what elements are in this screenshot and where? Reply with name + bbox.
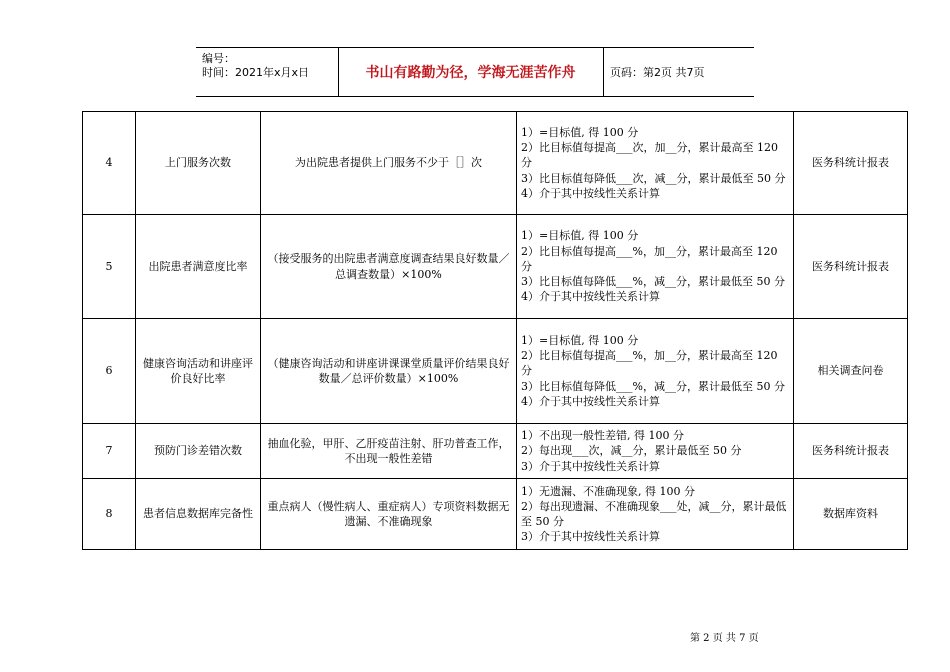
scoring-rules [517,424,794,479]
scoring-rules [517,319,794,424]
header-page-number: 页码：第2页 共7页 [610,66,705,79]
indicator-name: 上门服务次数 [136,112,261,215]
scoring-rule: 1）=目标值, 得 100 分 [521,229,639,243]
scoring-rule: 2）每出现___次，减__分，累计最低至 50 分 [521,444,742,458]
data-source: 相关调查问卷 [794,319,908,424]
scoring-rule: 3）比目标值每降低___%，减__分，累计最低至 50 分 [521,275,785,289]
indicator-name: 出院患者满意度比率 [136,215,261,319]
scoring-rule: 1）无遗漏、不准确现象, 得 100 分 [521,484,695,498]
data-source: 数据库资料 [794,479,908,550]
indicator-definition: （健康咨询活动和讲座讲课课堂质量评价结果良好数量／总评价数量）×100% [261,319,517,424]
scoring-rules [517,215,794,319]
scoring-rule: 1）=目标值, 得 100 分 [521,333,639,347]
page-footer: 第 2 页 共 7 页 [690,633,759,644]
indicator-definition: 抽血化验，甲肝、乙肝疫苗注射、肝功普查工作，不出现一般性差错 [261,424,517,479]
scoring-rules [517,479,794,550]
header-meta [202,52,309,80]
indicator-name: 健康咨询活动和讲座评价良好比率 [136,319,261,424]
table-row [83,479,908,550]
indicator-name: 患者信息数据库完备性 [136,479,261,550]
indicator-definition: （接受服务的出院患者满意度调查结果良好数量／总调查数量）×100% [261,215,517,319]
data-source: 医务科统计报表 [794,215,908,319]
row-number: 4 [83,112,136,215]
data-source: 医务科统计报表 [794,112,908,215]
scoring-rule: 1）不出现一般性差错, 得 100 分 [521,429,684,443]
scoring-rule: 3）介于其中按线性关系计算 [521,530,660,544]
document-header [196,47,754,97]
header-motto: 书山有路勤为径，学海无涯苦作舟 [365,65,576,81]
indicator-definition: 重点病人（慢性病人、重症病人）专项资料数据无遗漏、不准确现象 [261,479,517,550]
row-number: 8 [83,479,136,550]
data-source: 医务科统计报表 [794,424,908,479]
scoring-rule: 4）介于其中按线性关系计算 [521,186,660,200]
scoring-rule: 2）每出现遗漏、不准确现象___处，减__分，累计最低至 50 分 [521,499,787,528]
indicator-definition: 为出院患者提供上门服务不少于［］次 [261,112,517,215]
time-label: 时间：2021年x月x日 [202,66,310,79]
table-row [83,319,908,424]
table-row [83,215,908,319]
scoring-rule: 2）比目标值每提高___次，加__分，累计最高至 120 分 [521,141,778,170]
table-row [83,424,908,479]
row-number: 7 [83,424,136,479]
scoring-rule: 2）比目标值每提高___%，加__分，累计最高至 120 分 [521,349,778,378]
scoring-rule: 2）比目标值每提高___%，加__分，累计最高至 120 分 [521,244,778,273]
row-number: 6 [83,319,136,424]
scoring-rule: 3）介于其中按线性关系计算 [521,459,660,473]
scoring-rule: 3）比目标值每降低___次，减__分，累计最低至 50 分 [521,171,786,185]
serial-label: 编号： [202,52,235,65]
scoring-rules [517,112,794,215]
scoring-rule: 3）比目标值每降低___%，减__分，累计最低至 50 分 [521,379,785,393]
scoring-rule: 4）介于其中按线性关系计算 [521,394,660,408]
header-divider [603,47,604,97]
scoring-rule: 1）=目标值, 得 100 分 [521,125,639,139]
kpi-table [82,111,908,550]
indicator-name: 预防门诊差错次数 [136,424,261,479]
table-row [83,112,908,215]
scoring-rule: 4）介于其中按线性关系计算 [521,290,660,304]
row-number: 5 [83,215,136,319]
